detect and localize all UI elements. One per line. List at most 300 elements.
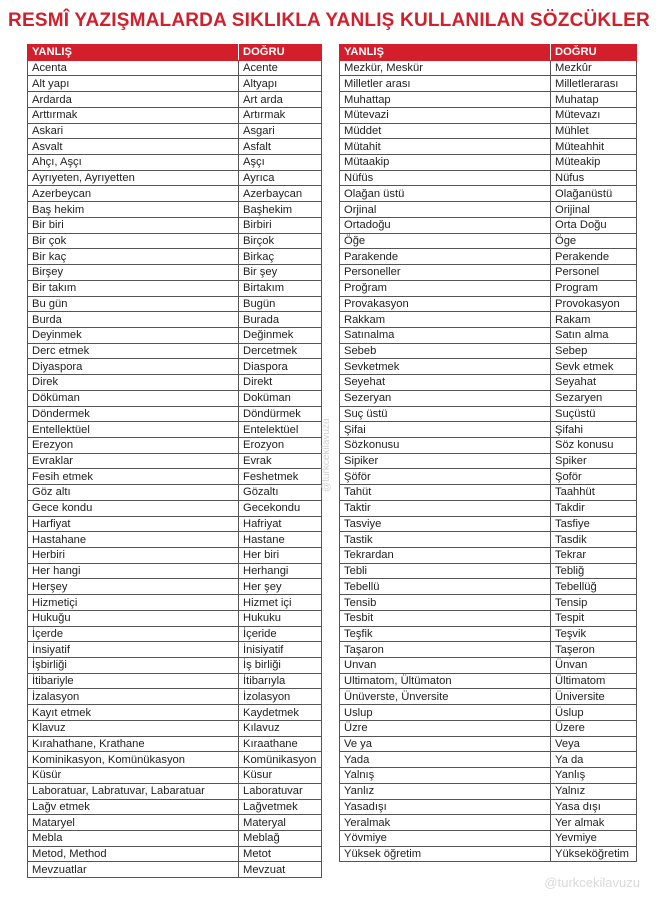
table-row <box>340 390 637 406</box>
table-row <box>28 485 322 501</box>
table-row <box>340 92 637 108</box>
wrong-word-cell: Entellektüel <box>28 422 239 438</box>
wrong-word-cell: Deyinmek <box>28 327 239 343</box>
wrong-word-cell: Ortadoğu <box>340 217 551 233</box>
right-word-cell: Söz konusu <box>551 437 637 453</box>
table-row <box>340 60 637 76</box>
table-row <box>28 689 322 705</box>
table-row <box>28 249 322 265</box>
table-row <box>28 296 322 312</box>
table-row <box>340 626 637 642</box>
table-row <box>28 799 322 815</box>
right-word-cell: Her şey <box>239 579 322 595</box>
right-word-cell: Dercetmek <box>239 343 322 359</box>
right-word-cell: Art arda <box>239 92 322 108</box>
right-word-cell: Suçüstü <box>551 406 637 422</box>
table-row <box>28 548 322 564</box>
right-word-cell: Olağanüstü <box>551 186 637 202</box>
right-word-cell: Doküman <box>239 390 322 406</box>
wrong-word-cell: Nüfüs <box>340 170 551 186</box>
right-word-cell: Laboratuvar <box>239 783 322 799</box>
right-word-cell: Meblağ <box>239 830 322 846</box>
table-row <box>340 705 637 721</box>
wrong-word-cell: Tebellü <box>340 579 551 595</box>
right-word-cell: Birtakım <box>239 280 322 296</box>
wrong-word-cell: Ayrıyeten, Ayrıyetten <box>28 170 239 186</box>
wrong-word-cell: Taşaron <box>340 642 551 658</box>
wrong-word-cell: Mütahit <box>340 139 551 155</box>
table-row <box>28 343 322 359</box>
table-row <box>340 673 637 689</box>
table-row <box>340 485 637 501</box>
wrong-word-cell: Yüksek öğretim <box>340 846 551 862</box>
right-word-cell: Yükseköğretim <box>551 846 637 862</box>
wrong-word-cell: Provakasyon <box>340 296 551 312</box>
wrong-word-cell: Orjinal <box>340 202 551 218</box>
wrong-word-cell: Mütevazi <box>340 107 551 123</box>
wrong-word-cell: Tensib <box>340 595 551 611</box>
wrong-word-cell: Tasviye <box>340 516 551 532</box>
table-row <box>28 406 322 422</box>
right-word-cell: Orta Doğu <box>551 217 637 233</box>
table-row <box>340 469 637 485</box>
wrong-word-cell: Unvan <box>340 658 551 674</box>
right-word-cell: Üzere <box>551 720 637 736</box>
wrong-word-cell: Burda <box>28 312 239 328</box>
table-row <box>340 123 637 139</box>
wrong-word-cell: Alt yapı <box>28 76 239 92</box>
table-header-row <box>28 45 322 61</box>
right-word-cell: Nüfus <box>551 170 637 186</box>
right-word-cell: Ya da <box>551 752 637 768</box>
right-word-cell: Materyal <box>239 815 322 831</box>
table-row <box>340 170 637 186</box>
right-word-cell: Acente <box>239 60 322 76</box>
table-row <box>28 673 322 689</box>
table-row <box>28 139 322 155</box>
table-row <box>340 752 637 768</box>
right-word-cell: Mezkûr <box>551 60 637 76</box>
right-word-cell: Aşçı <box>239 155 322 171</box>
table-row <box>340 453 637 469</box>
table-row <box>28 500 322 516</box>
wrong-word-cell: Milletler arası <box>340 76 551 92</box>
wrong-word-cell: Bu gün <box>28 296 239 312</box>
wrong-word-cell: Tekrardan <box>340 548 551 564</box>
right-word-cell: Sebep <box>551 343 637 359</box>
table-row <box>28 375 322 391</box>
wrong-word-cell: Uslup <box>340 705 551 721</box>
wrong-word-cell: Yalnış <box>340 768 551 784</box>
wrong-word-cell: Hastahane <box>28 532 239 548</box>
wrong-word-cell: Döndermek <box>28 406 239 422</box>
table-row <box>340 437 637 453</box>
word-table-left <box>27 44 322 878</box>
wrong-word-cell: Askari <box>28 123 239 139</box>
table-row <box>340 595 637 611</box>
wrong-word-cell: Şöför <box>340 469 551 485</box>
right-word-cell: Feshetmek <box>239 469 322 485</box>
wrong-word-cell: Parakende <box>340 249 551 265</box>
right-word-cell: Diaspora <box>239 359 322 375</box>
column-header-wrong: YANLIŞ <box>340 45 551 61</box>
table-row <box>340 532 637 548</box>
table-row <box>28 783 322 799</box>
wrong-word-cell: Asvalt <box>28 139 239 155</box>
wrong-word-cell: Bir biri <box>28 217 239 233</box>
table-row <box>28 217 322 233</box>
wrong-word-cell: Evraklar <box>28 453 239 469</box>
table-row <box>340 422 637 438</box>
right-word-cell: Ültimatom <box>551 673 637 689</box>
table-row <box>28 563 322 579</box>
table-row <box>340 202 637 218</box>
right-word-cell: Müteahhit <box>551 139 637 155</box>
right-word-cell: Gecekondu <box>239 500 322 516</box>
right-word-cell: Yasa dışı <box>551 799 637 815</box>
right-word-cell: Direkt <box>239 375 322 391</box>
wrong-word-cell: Acenta <box>28 60 239 76</box>
watermark-bottom: @turkcekilavuzu <box>544 875 640 890</box>
right-word-cell: Bir şey <box>239 265 322 281</box>
watermark-vertical: @turkcekilavuzu <box>321 418 332 492</box>
table-row <box>340 846 637 862</box>
wrong-word-cell: Direk <box>28 375 239 391</box>
right-word-cell: Teşvik <box>551 626 637 642</box>
table-row <box>340 343 637 359</box>
table-row <box>340 327 637 343</box>
right-word-cell: Orijinal <box>551 202 637 218</box>
wrong-word-cell: Yanlız <box>340 783 551 799</box>
right-word-cell: Tensip <box>551 595 637 611</box>
wrong-word-cell: Olağan üstü <box>340 186 551 202</box>
table-row <box>28 516 322 532</box>
wrong-word-cell: Suç üstü <box>340 406 551 422</box>
table-row <box>340 249 637 265</box>
right-word-cell: Azerbaycan <box>239 186 322 202</box>
table-row <box>340 107 637 123</box>
right-word-cell: Kılavuz <box>239 720 322 736</box>
wrong-word-cell: Döküman <box>28 390 239 406</box>
right-word-cell: Evrak <box>239 453 322 469</box>
wrong-word-cell: Kırahathane, Krathane <box>28 736 239 752</box>
right-word-cell: Altyapı <box>239 76 322 92</box>
table-row <box>340 799 637 815</box>
right-word-cell: Hizmet içi <box>239 595 322 611</box>
right-word-cell: Mühlet <box>551 123 637 139</box>
wrong-word-cell: Mataryel <box>28 815 239 831</box>
wrong-word-cell: Metod, Method <box>28 846 239 862</box>
right-word-cell: Yevmiye <box>551 830 637 846</box>
right-word-cell: Hastane <box>239 532 322 548</box>
table-row <box>28 453 322 469</box>
wrong-word-cell: Mezkür, Meskür <box>340 60 551 76</box>
right-word-cell: Mevzuat <box>239 862 322 878</box>
table-row <box>28 469 322 485</box>
table-row <box>28 815 322 831</box>
table-row <box>28 170 322 186</box>
table-row <box>28 233 322 249</box>
right-word-cell: Tebellüğ <box>551 579 637 595</box>
column-header-right: DOĞRU <box>239 45 322 61</box>
table-row <box>28 437 322 453</box>
table-row <box>28 202 322 218</box>
right-word-cell: Yanlış <box>551 768 637 784</box>
table-row <box>340 658 637 674</box>
wrong-word-cell: Yada <box>340 752 551 768</box>
right-word-cell: Başhekim <box>239 202 322 218</box>
wrong-word-cell: İzalasyon <box>28 689 239 705</box>
wrong-word-cell: Rakkam <box>340 312 551 328</box>
table-row <box>340 720 637 736</box>
table-row <box>340 548 637 564</box>
right-word-cell: Takdir <box>551 500 637 516</box>
right-word-cell: Burada <box>239 312 322 328</box>
right-word-cell: İnisiyatif <box>239 642 322 658</box>
right-word-cell: Öge <box>551 233 637 249</box>
table-row <box>28 532 322 548</box>
right-word-cell: Provokasyon <box>551 296 637 312</box>
table-row <box>28 595 322 611</box>
wrong-word-cell: Gece kondu <box>28 500 239 516</box>
table-row <box>340 155 637 171</box>
right-word-cell: Komünikasyon <box>239 752 322 768</box>
right-word-cell: Bugün <box>239 296 322 312</box>
table-row <box>28 768 322 784</box>
table-row <box>28 186 322 202</box>
right-word-cell: Mütevazı <box>551 107 637 123</box>
right-word-cell: Tasdik <box>551 532 637 548</box>
table-row <box>340 783 637 799</box>
table-row <box>340 265 637 281</box>
table-row <box>28 626 322 642</box>
table-row <box>28 579 322 595</box>
wrong-word-cell: Satınalma <box>340 327 551 343</box>
table-row <box>340 139 637 155</box>
right-word-cell: Birbiri <box>239 217 322 233</box>
table-row <box>340 736 637 752</box>
right-word-cell: Tebliğ <box>551 563 637 579</box>
table-row <box>28 862 322 878</box>
table-row <box>340 312 637 328</box>
wrong-word-cell: Klavuz <box>28 720 239 736</box>
table-row <box>340 406 637 422</box>
wrong-word-cell: Taktir <box>340 500 551 516</box>
table-row <box>340 516 637 532</box>
table-row <box>28 642 322 658</box>
right-word-cell: Yalnız <box>551 783 637 799</box>
table-row <box>340 563 637 579</box>
table-row <box>340 280 637 296</box>
right-word-cell: Seyahat <box>551 375 637 391</box>
wrong-word-cell: Ultimatom, Ültümaton <box>340 673 551 689</box>
wrong-word-cell: Sözkonusu <box>340 437 551 453</box>
wrong-word-cell: Müddet <box>340 123 551 139</box>
table-row <box>28 846 322 862</box>
right-word-cell: Artırmak <box>239 107 322 123</box>
wrong-word-cell: Bir kaç <box>28 249 239 265</box>
table-row <box>340 359 637 375</box>
table-row <box>28 610 322 626</box>
wrong-word-cell: Öğe <box>340 233 551 249</box>
table-row <box>28 60 322 76</box>
wrong-word-cell: Yövmiye <box>340 830 551 846</box>
table-row <box>340 375 637 391</box>
wrong-word-cell: Sipiker <box>340 453 551 469</box>
table-row <box>28 327 322 343</box>
right-word-cell: İtibarıyla <box>239 673 322 689</box>
right-word-cell: Taahhüt <box>551 485 637 501</box>
table-row <box>28 752 322 768</box>
right-word-cell: Sevk etmek <box>551 359 637 375</box>
right-word-cell: Herhangi <box>239 563 322 579</box>
right-word-cell: Üniversite <box>551 689 637 705</box>
table-row <box>28 658 322 674</box>
wrong-word-cell: Her hangi <box>28 563 239 579</box>
wrong-word-cell: Şifai <box>340 422 551 438</box>
wrong-word-cell: Mütaakip <box>340 155 551 171</box>
wrong-word-cell: Hizmetiçi <box>28 595 239 611</box>
right-word-cell: Ünvan <box>551 658 637 674</box>
table-row <box>340 610 637 626</box>
right-word-cell: Şifahi <box>551 422 637 438</box>
wrong-word-cell: Tesbit <box>340 610 551 626</box>
wrong-word-cell: Hukuğu <box>28 610 239 626</box>
right-word-cell: İzolasyon <box>239 689 322 705</box>
wrong-word-cell: Sezeryan <box>340 390 551 406</box>
right-word-cell: Lağvetmek <box>239 799 322 815</box>
wrong-word-cell: Arttırmak <box>28 107 239 123</box>
right-word-cell: Tasfiye <box>551 516 637 532</box>
wrong-word-cell: İtibariyle <box>28 673 239 689</box>
wrong-word-cell: Diyaspora <box>28 359 239 375</box>
right-word-cell: Üslup <box>551 705 637 721</box>
wrong-word-cell: Derc etmek <box>28 343 239 359</box>
table-row <box>340 642 637 658</box>
wrong-word-cell: Tebli <box>340 563 551 579</box>
table-row <box>28 265 322 281</box>
right-word-cell: Rakam <box>551 312 637 328</box>
wrong-word-cell: Üzre <box>340 720 551 736</box>
wrong-word-cell: Tahüt <box>340 485 551 501</box>
table-row <box>28 76 322 92</box>
table-row <box>340 217 637 233</box>
table-row <box>28 123 322 139</box>
wrong-word-cell: Sevketmek <box>340 359 551 375</box>
wrong-word-cell: Kominikasyon, Komünükasyon <box>28 752 239 768</box>
table-row <box>28 422 322 438</box>
right-word-cell: Milletlerarası <box>551 76 637 92</box>
table-row <box>28 390 322 406</box>
right-word-cell: Program <box>551 280 637 296</box>
wrong-word-cell: Mebla <box>28 830 239 846</box>
wrong-word-cell: Bir takım <box>28 280 239 296</box>
right-word-cell: Tespit <box>551 610 637 626</box>
right-word-cell: Perakende <box>551 249 637 265</box>
table-row <box>340 815 637 831</box>
wrong-word-cell: Teşfik <box>340 626 551 642</box>
table-row <box>340 76 637 92</box>
right-word-cell: Döndürmek <box>239 406 322 422</box>
wrong-word-cell: Harfiyat <box>28 516 239 532</box>
wrong-word-cell: Birşey <box>28 265 239 281</box>
wrong-word-cell: Erezyon <box>28 437 239 453</box>
table-row <box>28 280 322 296</box>
table-row <box>28 155 322 171</box>
right-word-cell: Ayrıca <box>239 170 322 186</box>
right-word-cell: Kıraathane <box>239 736 322 752</box>
wrong-word-cell: İçerde <box>28 626 239 642</box>
right-word-cell: İçeride <box>239 626 322 642</box>
table-row <box>340 689 637 705</box>
wrong-word-cell: Göz altı <box>28 485 239 501</box>
wrong-word-cell: Sebeb <box>340 343 551 359</box>
table-row <box>340 296 637 312</box>
column-header-wrong: YANLIŞ <box>28 45 239 61</box>
right-word-cell: Yer almak <box>551 815 637 831</box>
wrong-word-cell: Proğram <box>340 280 551 296</box>
wrong-word-cell: Seyehat <box>340 375 551 391</box>
wrong-word-cell: Azerbeycan <box>28 186 239 202</box>
right-word-cell: Spiker <box>551 453 637 469</box>
wrong-word-cell: Mevzuatlar <box>28 862 239 878</box>
right-word-cell: Metot <box>239 846 322 862</box>
wrong-word-cell: Muhattap <box>340 92 551 108</box>
table-row <box>340 768 637 784</box>
right-word-cell: Entelektüel <box>239 422 322 438</box>
table-row <box>340 579 637 595</box>
wrong-word-cell: İnsiyatif <box>28 642 239 658</box>
right-word-cell: Asfalt <box>239 139 322 155</box>
wrong-word-cell: Kayıt etmek <box>28 705 239 721</box>
right-word-cell: Taşeron <box>551 642 637 658</box>
wrong-word-cell: Personeller <box>340 265 551 281</box>
right-word-cell: Gözaltı <box>239 485 322 501</box>
wrong-word-cell: Herşey <box>28 579 239 595</box>
wrong-word-cell: Ve ya <box>340 736 551 752</box>
wrong-word-cell: Herbiri <box>28 548 239 564</box>
table-row <box>28 359 322 375</box>
right-word-cell: Hafriyat <box>239 516 322 532</box>
right-word-cell: Hukuku <box>239 610 322 626</box>
wrong-word-cell: Tastik <box>340 532 551 548</box>
right-word-cell: Veya <box>551 736 637 752</box>
wrong-word-cell: Yasadışı <box>340 799 551 815</box>
wrong-word-cell: Ünüverste, Ünversite <box>340 689 551 705</box>
table-row <box>28 107 322 123</box>
right-word-cell: Kaydetmek <box>239 705 322 721</box>
right-word-cell: Birkaç <box>239 249 322 265</box>
right-word-cell: İş birliği <box>239 658 322 674</box>
table-row <box>340 233 637 249</box>
table-row <box>28 92 322 108</box>
table-row <box>28 312 322 328</box>
right-word-cell: Personel <box>551 265 637 281</box>
right-word-cell: Tekrar <box>551 548 637 564</box>
right-word-cell: Sezaryen <box>551 390 637 406</box>
page-title: RESMÎ YAZIŞMALARDA SIKLIKLA YANLIŞ KULLANILAN SÖZCÜKLER <box>8 10 650 31</box>
wrong-word-cell: Fesih etmek <box>28 469 239 485</box>
table-row <box>28 736 322 752</box>
right-word-cell: Şoför <box>551 469 637 485</box>
right-word-cell: Asgari <box>239 123 322 139</box>
wrong-word-cell: Baş hekim <box>28 202 239 218</box>
wrong-word-cell: Küsür <box>28 768 239 784</box>
table-row <box>340 186 637 202</box>
table-row <box>28 830 322 846</box>
table-row <box>340 500 637 516</box>
right-word-cell: Birçok <box>239 233 322 249</box>
